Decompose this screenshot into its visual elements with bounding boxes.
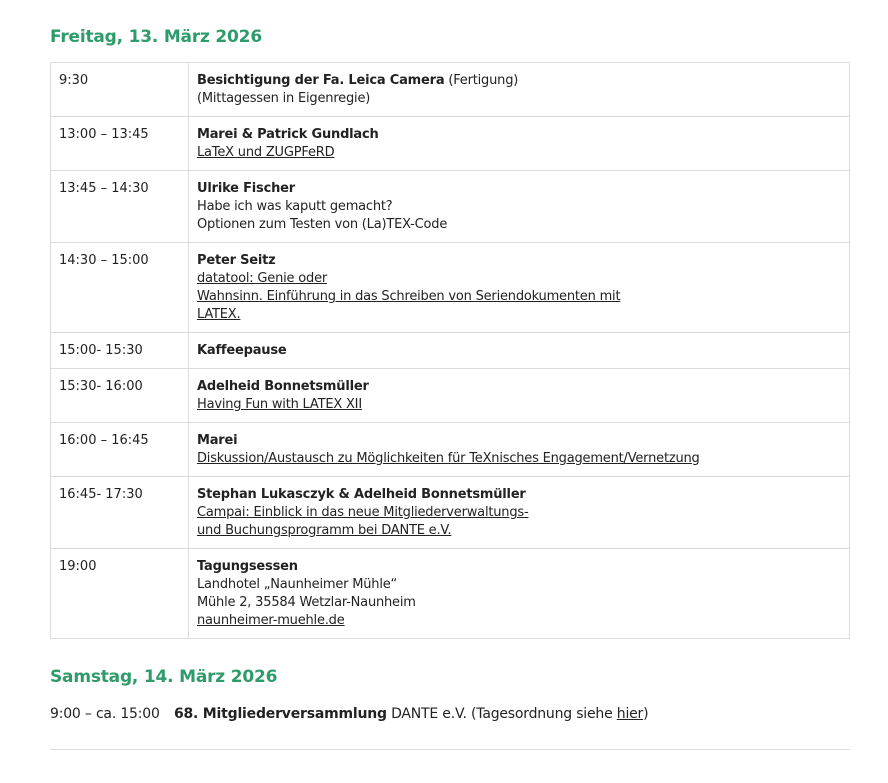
- schedule-time: 15:00- 15:30: [51, 333, 189, 369]
- schedule-row: [51, 369, 850, 423]
- session-link-line: [197, 396, 841, 414]
- session-heading-line: [197, 486, 841, 504]
- schedule-content: [189, 63, 850, 117]
- session-link-line: [197, 612, 841, 630]
- agenda-link[interactable]: hier: [616, 706, 644, 722]
- speaker-name: Peter Seitz: [197, 253, 276, 268]
- session-heading-line: [197, 432, 841, 450]
- saturday-close-paren: ): [643, 706, 649, 722]
- session-link[interactable]: und Buchungsprogramm bei DANTE e.V.: [197, 523, 452, 538]
- schedule-time: 16:45- 17:30: [51, 477, 189, 549]
- session-link[interactable]: LATEX.: [197, 307, 241, 322]
- saturday-agenda-line: [50, 704, 648, 724]
- session-link-line: [197, 504, 841, 522]
- schedule-content: [189, 117, 850, 171]
- schedule-row: [51, 477, 850, 549]
- session-detail-text: Habe ich was kaputt gemacht?: [197, 199, 393, 214]
- friday-heading: Freitag, 13. März 2026: [50, 27, 262, 47]
- speaker-name: Besichtigung der Fa. Leica Camera: [197, 73, 445, 88]
- session-link-line: [197, 522, 841, 540]
- speaker-name: Adelheid Bonnetsmüller: [197, 379, 369, 394]
- schedule-time: 16:00 – 16:45: [51, 423, 189, 477]
- schedule-content: [189, 423, 850, 477]
- session-detail-text: (Mittagessen in Eigenregie): [197, 91, 371, 106]
- saturday-time: 9:00 – ca. 15:00: [50, 706, 160, 722]
- speaker-suffix: (Fertigung): [444, 73, 519, 88]
- session-heading-line: [197, 180, 841, 198]
- schedule-content: [189, 369, 850, 423]
- schedule-time: 14:30 – 15:00: [51, 243, 189, 333]
- schedule-row: [51, 423, 850, 477]
- session-heading-line: [197, 126, 841, 144]
- schedule-content: [189, 333, 850, 369]
- session-link[interactable]: Campai: Einblick in das neue Mitgliederverwaltungs-: [197, 505, 529, 520]
- speaker-name: Kaffeepause: [197, 343, 287, 358]
- session-detail-text: Mühle 2, 35584 Wetzlar-Naunheim: [197, 595, 416, 610]
- schedule-time: 13:00 – 13:45: [51, 117, 189, 171]
- session-link[interactable]: Having Fun with LATEX XII: [197, 397, 362, 412]
- session-heading-line: [197, 252, 841, 270]
- friday-schedule-table: [50, 62, 850, 639]
- session-link-line: [197, 288, 841, 306]
- session-heading-line: [197, 378, 841, 396]
- session-link[interactable]: naunheimer-muehle.de: [197, 613, 345, 628]
- speaker-name: Ulrike Fischer: [197, 181, 295, 196]
- session-link-line: [197, 306, 841, 324]
- schedule-row: [51, 63, 850, 117]
- schedule-time: 19:00: [51, 549, 189, 639]
- speaker-name: Stephan Lukasczyk & Adelheid Bonnetsmüller: [197, 487, 526, 502]
- schedule-content: [189, 243, 850, 333]
- speaker-name: Marei: [197, 433, 238, 448]
- session-heading-line: [197, 558, 841, 576]
- session-detail-text: Landhotel „Naunheimer Mühle“: [197, 577, 398, 592]
- schedule-content: [189, 171, 850, 243]
- session-heading-line: [197, 342, 841, 360]
- session-link[interactable]: datatool: Genie oder: [197, 271, 328, 286]
- saturday-heading: Samstag, 14. März 2026: [50, 667, 278, 687]
- schedule-content: [189, 477, 850, 549]
- schedule-row: [51, 243, 850, 333]
- schedule-time: 13:45 – 14:30: [51, 171, 189, 243]
- bottom-divider: [50, 749, 850, 750]
- session-link-line: [197, 270, 841, 288]
- saturday-title: 68. Mitgliederversammlung: [173, 706, 387, 722]
- session-link-line: [197, 450, 841, 468]
- session-link[interactable]: Wahnsinn. Einführung in das Schreiben von Seriendokumenten mit: [197, 289, 621, 304]
- session-detail-text: Optionen zum Testen von (La)TEX-Code: [197, 217, 448, 232]
- session-link-line: [197, 144, 841, 162]
- schedule-row: [51, 171, 850, 243]
- speaker-name: Tagungsessen: [197, 559, 298, 574]
- session-heading-line: [197, 72, 841, 90]
- speaker-name: Marei & Patrick Gundlach: [197, 127, 379, 142]
- schedule-time: 15:30- 16:00: [51, 369, 189, 423]
- saturday-org: DANTE e.V. (Tagesordnung siehe: [386, 706, 617, 722]
- schedule-time: 9:30: [51, 63, 189, 117]
- session-link[interactable]: LaTeX und ZUGPFeRD: [197, 145, 335, 160]
- schedule-row: [51, 117, 850, 171]
- schedule-row: [51, 549, 850, 639]
- session-link[interactable]: Diskussion/Austausch zu Möglichkeiten für TeXnisches Engagement/Vernetzung: [197, 451, 700, 466]
- schedule-row: [51, 333, 850, 369]
- schedule-content: [189, 549, 850, 639]
